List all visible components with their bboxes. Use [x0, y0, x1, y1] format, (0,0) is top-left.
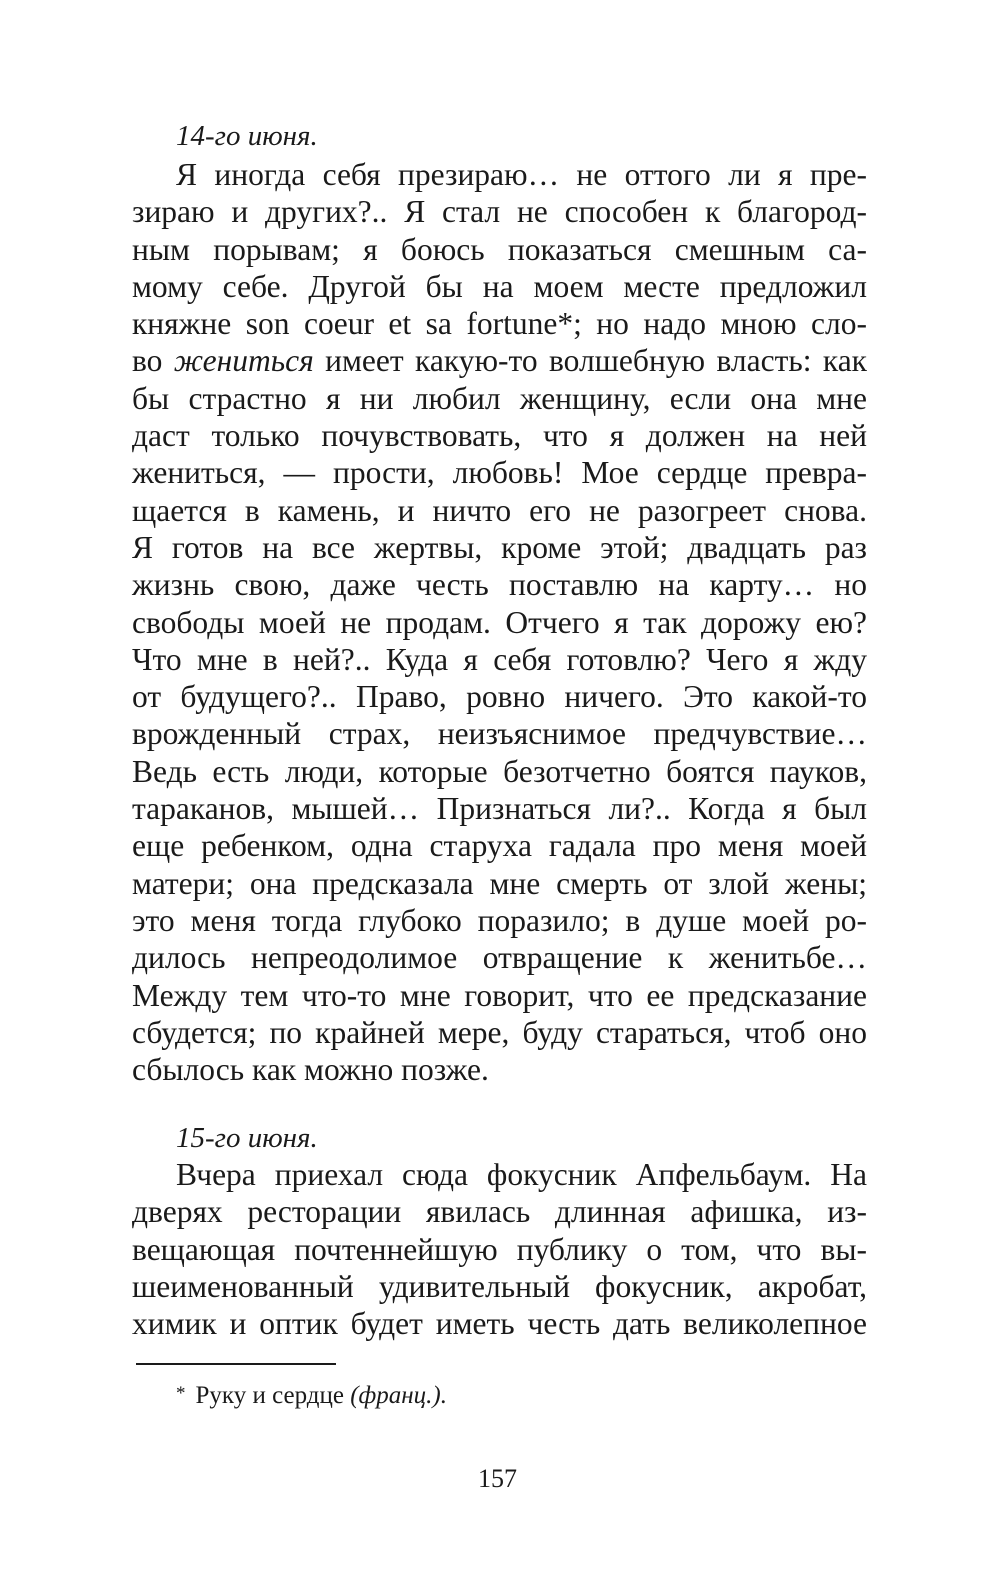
footnote-divider: [136, 1363, 336, 1365]
text-line: даст только почувствовать, что я должен на ней: [132, 418, 867, 454]
text-line: жениться, — прости, любовь! Мое сердце превра-: [132, 455, 867, 491]
text-line: дилось непреодолимое отвращение к женитьбе…: [132, 940, 867, 976]
entry-date-heading: 15-го июня.: [176, 1122, 318, 1154]
text-line: Я готов на все жертвы, кроме этой; двадцать раз: [132, 529, 867, 565]
footnote-language-note: (франц.).: [350, 1382, 447, 1409]
text-line: Между тем что-то мне говорит, что ее предсказание: [132, 977, 867, 1013]
text-line: еще ребенком, одна старуха гадала про меня моей: [132, 828, 867, 864]
text-line: мому себе. Другой бы на моем месте предложил: [132, 268, 867, 304]
text-line: дверях ресторации явилась длинная афишка, из-: [132, 1194, 867, 1230]
text-line: Что мне в ней?.. Куда я себя готовлю? Чего я жду: [132, 641, 867, 677]
text-line: шеименованный удивительный фокусник, акробат,: [132, 1268, 867, 1304]
footnote-marker: *: [176, 1383, 186, 1404]
footnote: [176, 1378, 447, 1412]
text-line: бы страстно я ни любил женщину, если она мне: [132, 380, 867, 416]
footnote-text: Руку и сердце: [195, 1382, 351, 1409]
text-line: Я иногда себя презираю… не оттого ли я пре-: [176, 157, 867, 192]
text-line: сбылось как можно позже.: [132, 1052, 489, 1088]
entry-paragraph: [132, 156, 867, 1088]
text-line: это меня тогда глубоко поразило; в душе моей ро-: [132, 902, 867, 938]
entry-date-heading: 14-го июня.: [176, 120, 318, 152]
text-line: жизнь свою, даже честь поставлю на карту… но: [132, 567, 867, 603]
page-number: 157: [478, 1464, 517, 1493]
text-line: ным порывам; я боюсь показаться смешным са-: [132, 231, 867, 267]
text-line: щается в камень, и ничто его не разогреет снова.: [132, 492, 867, 528]
text-line: свободы моей не продам. Отчего я так дорожу ею?: [132, 604, 867, 640]
text-line: врожденный страх, неизъяснимое предчувствие…: [132, 716, 867, 752]
text-line: матери; она предсказала мне смерть от злой жены;: [132, 865, 867, 901]
entry-paragraph: [132, 1156, 867, 1342]
text-line: химик и оптик будет иметь честь дать великолепное: [132, 1306, 867, 1342]
text-line: от будущего?.. Право, ровно ничего. Это какой-то: [132, 679, 867, 715]
text-line: сбудется; по крайней мере, буду стараться, чтоб оно: [132, 1014, 867, 1050]
text-line: Вчера приехал сюда фокусник Апфельбаум. На: [176, 1157, 867, 1192]
text-line: Ведь есть люди, которые безотчетно боятся пауков,: [132, 753, 867, 789]
text-line: тараканов, мышей… Признаться ли?.. Когда я был: [132, 791, 867, 827]
italic-emphasis: жениться: [173, 343, 314, 379]
text-line: зираю и других?.. Я стал не способен к благород-: [132, 194, 867, 230]
text-line: вещающая почтеннейшую публику о том, что вы-: [132, 1231, 867, 1267]
text-line: княжне son coeur et sa fortune*; но надо мною сло-: [132, 306, 867, 342]
book-page: [132, 0, 867, 1590]
text-line-with-italic: во жениться имеет какую-то волшебную власть: как: [132, 343, 867, 379]
